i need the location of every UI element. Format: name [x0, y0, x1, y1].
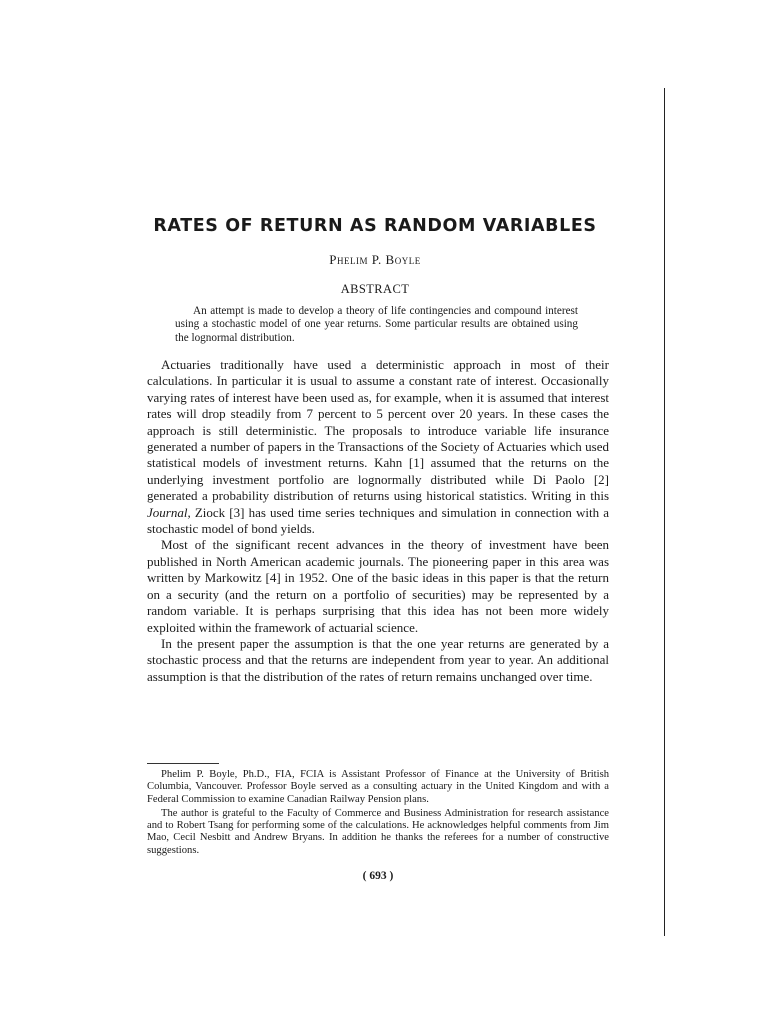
paragraph-1 — [147, 357, 609, 537]
paper-title: RATES OF RETURN AS RANDOM VARIABLES — [153, 216, 597, 236]
footnote-author-bio: Phelim P. Boyle, Ph.D., FIA, FCIA is Assistant Professor of Finance at the University of British Columbia, Vancouver. Professor Boyle served as a consulting actuary in the United Kingdom and with a Federal Commission to examine Canadian Railway Pension plans. — [147, 769, 609, 805]
author-name: Phelim P. Boyle — [329, 252, 421, 267]
abstract-text: An attempt is made to develop a theory of life contingencies and compound interest using a stochastic model of one year returns. Some particular results are obtained using the lognormal distribution. — [175, 305, 578, 344]
paragraph-2: Most of the significant recent advances in the theory of investment have been published in North American academic journals. The pioneering paper in this area was written by Markowitz [4] in 1952. One of the basic ideas in this paper is that the return on a security (and the return on a portfolio of securities) may be represented by a random variable. It is perhaps surprising that this idea has not been more widely exploited within the framework of actuarial science. — [147, 537, 609, 635]
paragraph-3: In the present paper the assumption is that the one year returns are generated by a stochastic process and that the returns are independent from year to year. An additional assumption is that the distribution of the rates of return remains unchanged over time. — [147, 635, 609, 684]
footnote-divider — [147, 763, 219, 764]
footnotes — [147, 769, 609, 857]
body-text — [147, 357, 609, 685]
abstract-heading: ABSTRACT — [340, 282, 410, 296]
footnote-acknowledgements: The author is grateful to the Faculty of Commerce and Business Administration for research assistance and to Robert Tsang for performing some of the calculations. He acknowledges helpful comments from Jim Mao, Cecil Nesbitt and Andrew Bryans. In addition he thanks the referees for a number of constructive suggestions. — [147, 807, 609, 856]
paragraph-1-text-a: Actuaries traditionally have used a deterministic approach in most of their calculations. In particular it is usual to assume a constant rate of interest. Occasionally varying rates of interest have been used as, for example, when it is assumed that interest rates will drop steadily from 7 percent to 5 percent over 20 years. In these cases the approach is still deterministic. The proposals to introduce variable life insurance generated a number of papers in the Transactions of the Society of Actuaries which used statistical models of investment returns. Kahn [1] assumed that the returns on the underlying investment portfolio are lognormally distributed while Di Paolo [2] generated a probability distribution of returns using historical statistics. Writing in this — [147, 357, 609, 504]
paragraph-1-text-b: Ziock [3] has used time series techniques and simulation in connection with a stochastic model of bond yields. — [147, 504, 609, 537]
journal-emphasis: Journal, — [147, 504, 191, 520]
page-edge-rule — [664, 88, 665, 936]
page-number: ( 693 ) — [362, 870, 394, 882]
